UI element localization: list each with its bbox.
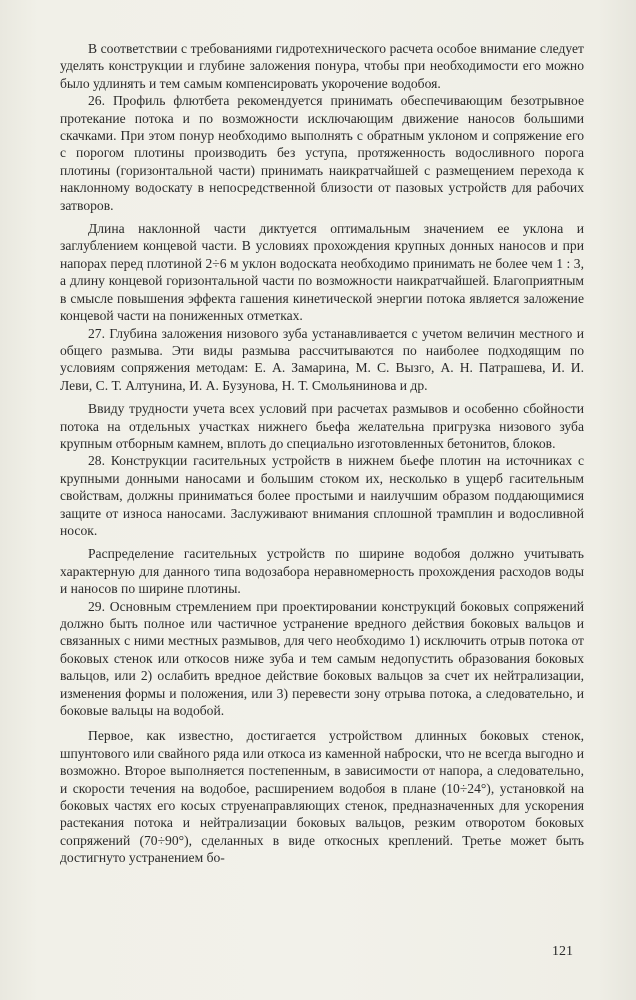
- page-number: 121: [552, 944, 573, 959]
- paragraph-1: В соответствии с требованиями гидротехнического расчета особое внимание следует уделять конструкции и глубине заложения понура, чтобы при необходимости его можно было удлинять и тем самым компенсировать укорочение водобоя.: [60, 41, 584, 91]
- paragraph-8: 29. Основным стремлением при проектировании конструкций боковых сопряжений должно быть полное или частичное устранение вредного действия боковых вальцов и связанных с ними местных размывов, для чего необходимо 1) исключить отрыв потока от боковых стенок или откосов ниже зуба и тем самым недопустить образования боковых вальцов, или 2) ослабить вредное действие боковых вальцов за счет их нейтрализации, изменения формы и положения, или 3) перевести зону отрыва потока, а следовательно, и боковые вальцы на водобой.: [60, 598, 584, 719]
- paragraph-9: Первое, как известно, достигается устройством длинных боковых стенок, шпунтового или свайного ряда или откоса из каменной наброски, что не всегда выгодно и возможно. Второе выполняется постепенным, в зависимости от напора, а следовательно, и скорости течения на водобое, расширением водобоя в плане (10÷24°), установкой на боковых частях его косых струенаправляющих стенок, предназначенных для ускорения растекания потока и нейтрализации боковых вальцов, резким отворотом боковых сопряжений (70÷90°), сделанных в виде откосных креплений. Третье может быть достигнуто устранением бо-: [60, 728, 584, 866]
- paragraph-5: Ввиду трудности учета всех условий при расчетах размывов и особенно сбойности потока на отдельных участках нижнего бьефа желательна пригрузка низового зуба крупным отборным камнем, вплоть до специально изготовленных бетонитов, блоков.: [60, 401, 584, 451]
- paragraph-2: 26. Профиль флютбета рекомендуется принимать обеспечивающим безотрывное протекание потока и по возможности исключающим движение наносов большими скачками. При этом понур необходимо выполнять с обратным уклоном и сопряжение его с порогом плотины производить без уступа, протяженность водосливного порога плотины (горизонтальной части) принимать наикратчайшей с размещением перехода к наклонному водоскату в непосредственной близости от пазовых устройств для рабочих затворов.: [60, 93, 584, 213]
- body-text: [60, 40, 584, 867]
- paragraph-7: Распределение гасительных устройств по ширине водобоя должно учитывать характерную для данного типа водозабора неравномерность прохождения расходов воды и наносов по ширине плотины.: [60, 546, 584, 597]
- paragraph-6: 28. Конструкции гасительных устройств в нижнем бьефе плотин на источниках с крупными донными наносами и большим стоком их, несколько в ущерб гасительным свойствам, должны приниматься более простыми и наилучшим образом поддающимися защите от износа наносами. Заслуживают внимания сплошной трамплин и водосливной носок.: [60, 453, 584, 538]
- paragraph-3: Длина наклонной части диктуется оптимальным значением ее уклона и заглублением концевой части. В условиях прохождения крупных донных наносов и при напорах перед плотиной 2÷6 м уклон водоската необходимо принимать не более чем 1 : 3, а длину концевой горизонтальной части по возможности наикратчайшей. Благоприятным в смысле повышения эффекта гашения кинетической энергии потока является заложение концевой части на пониженных отметках.: [60, 221, 584, 324]
- paragraph-4: 27. Глубина заложения низового зуба устанавливается с учетом величин местного и общего размыва. Эти виды размыва рассчитываются по наиболее подходящим по условиям сопряжения методам: Е. А. Замарина, М. С. Вызго, А. Н. Патрашева, И. И. Леви, С. Т. Алтунина, И. А. Бузунова, Н. Т. Смольянинова и др.: [60, 325, 584, 393]
